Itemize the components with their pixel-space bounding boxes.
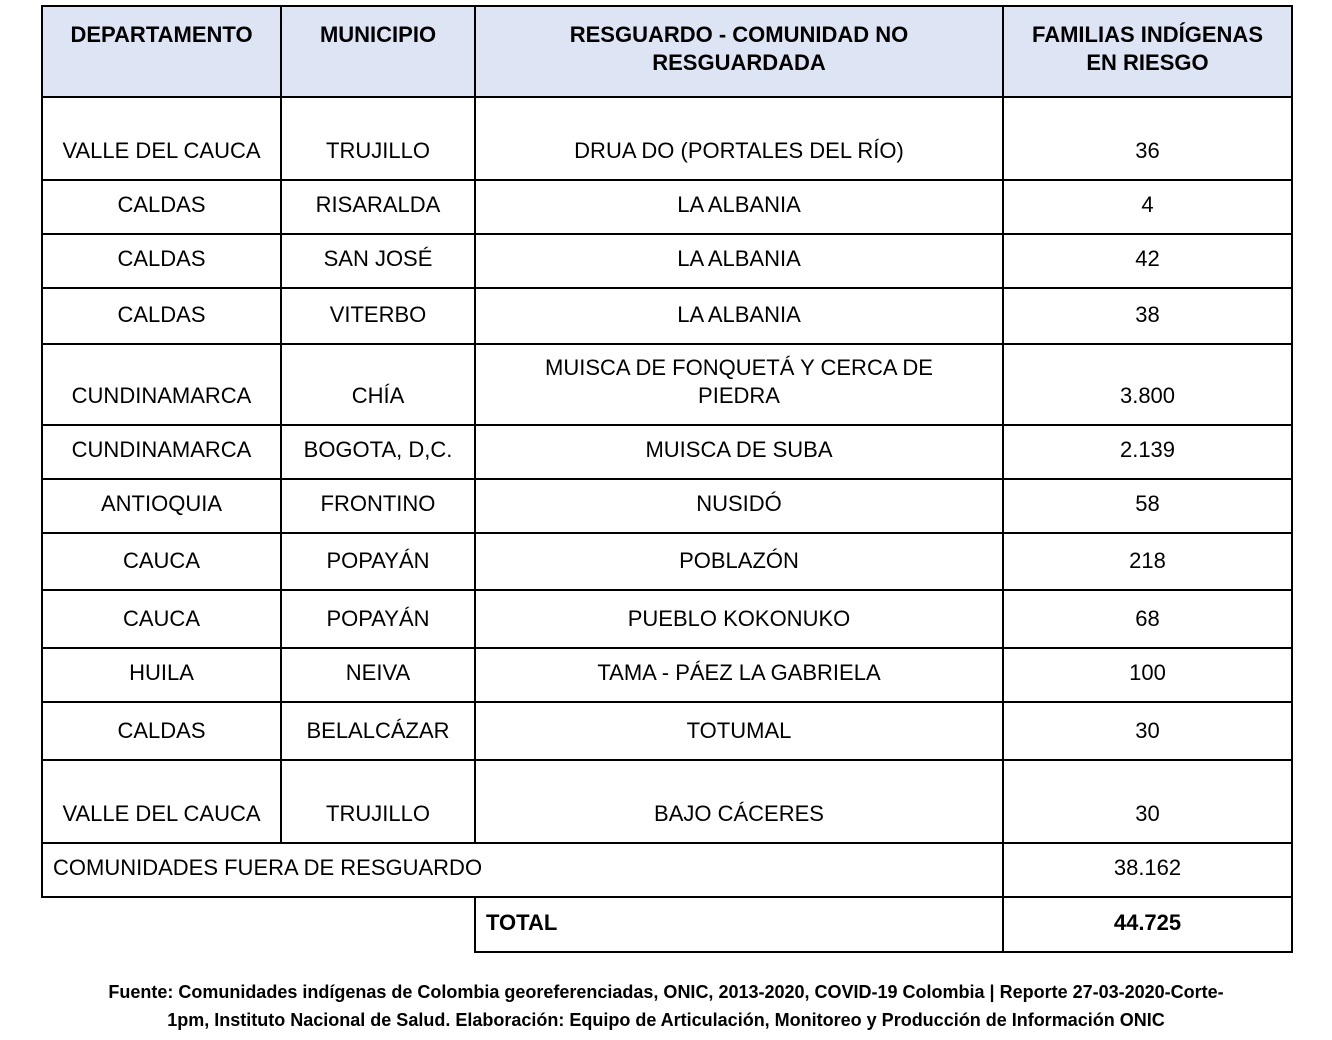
- familias-cell: 30: [1003, 702, 1292, 760]
- municipio-cell: SAN JOSÉ: [281, 234, 475, 288]
- municipio-cell: POPAYÁN: [281, 590, 475, 648]
- resguardo-cell: PUEBLO KOKONUKO: [475, 590, 1003, 648]
- resguardo-cell: MUISCA DE FONQUETÁ Y CERCA DE PIEDRA: [475, 344, 1003, 425]
- total-label: TOTAL: [475, 897, 1003, 952]
- familias-cell: 30: [1003, 760, 1292, 843]
- table-row: [42, 97, 1292, 180]
- table-row: [42, 760, 1292, 843]
- table-header-row: [42, 6, 1292, 97]
- resguardo-cell: BAJO CÁCERES: [475, 760, 1003, 843]
- municipio-cell: FRONTINO: [281, 479, 475, 533]
- resguardo-cell: LA ALBANIA: [475, 288, 1003, 344]
- footnote-line-2: 1pm, Instituto Nacional de Salud. Elaboración: Equipo de Articulación, Monitoreo y Producción de Información ONIC: [167, 1010, 1165, 1030]
- familias-cell: 58: [1003, 479, 1292, 533]
- table-row: [42, 344, 1292, 425]
- resguardo-cell: TOTUMAL: [475, 702, 1003, 760]
- familias-cell: 68: [1003, 590, 1292, 648]
- total-value: 44.725: [1003, 897, 1292, 952]
- table-row: [42, 702, 1292, 760]
- municipio-cell: BELALCÁZAR: [281, 702, 475, 760]
- source-footnote: [0, 978, 1332, 1034]
- total-row: [42, 897, 1292, 952]
- municipio-cell: TRUJILLO: [281, 760, 475, 843]
- departamento-cell: CAUCA: [42, 590, 281, 648]
- departamento-cell: CALDAS: [42, 180, 281, 234]
- header-municipio: MUNICIPIO: [281, 6, 475, 97]
- indigenous-families-table: [41, 5, 1293, 953]
- table-row: [42, 234, 1292, 288]
- familias-cell: 42: [1003, 234, 1292, 288]
- table-row: [42, 479, 1292, 533]
- resguardo-cell: DRUA DO (PORTALES DEL RÍO): [475, 97, 1003, 180]
- familias-cell: 2.139: [1003, 425, 1292, 479]
- familias-cell: 38: [1003, 288, 1292, 344]
- footnote-line-1: Fuente: Comunidades indígenas de Colombia georeferenciadas, ONIC, 2013-2020, COVID-19 Colombia | Reporte 27-03-2020-Corte-: [108, 982, 1224, 1002]
- outside-resguardo-value: 38.162: [1003, 843, 1292, 897]
- municipio-cell: RISARALDA: [281, 180, 475, 234]
- blank-cell: [42, 897, 475, 952]
- municipio-cell: VITERBO: [281, 288, 475, 344]
- header-familias: FAMILIAS INDÍGENAS EN RIESGO: [1003, 6, 1292, 97]
- familias-cell: 100: [1003, 648, 1292, 702]
- outside-resguardo-row: [42, 843, 1292, 897]
- resguardo-cell: POBLAZÓN: [475, 533, 1003, 590]
- resguardo-cell: LA ALBANIA: [475, 234, 1003, 288]
- municipio-cell: BOGOTA, D,C.: [281, 425, 475, 479]
- municipio-cell: TRUJILLO: [281, 97, 475, 180]
- header-departamento: DEPARTAMENTO: [42, 6, 281, 97]
- departamento-cell: CALDAS: [42, 234, 281, 288]
- outside-resguardo-label: COMUNIDADES FUERA DE RESGUARDO: [42, 843, 1003, 897]
- departamento-cell: CAUCA: [42, 533, 281, 590]
- table-row: [42, 425, 1292, 479]
- municipio-cell: NEIVA: [281, 648, 475, 702]
- table-row: [42, 533, 1292, 590]
- familias-cell: 3.800: [1003, 344, 1292, 425]
- resguardo-cell: NUSIDÓ: [475, 479, 1003, 533]
- departamento-cell: CALDAS: [42, 288, 281, 344]
- municipio-cell: CHÍA: [281, 344, 475, 425]
- table-row: [42, 288, 1292, 344]
- departamento-cell: VALLE DEL CAUCA: [42, 97, 281, 180]
- resguardo-cell: MUISCA DE SUBA: [475, 425, 1003, 479]
- familias-cell: 36: [1003, 97, 1292, 180]
- departamento-cell: ANTIOQUIA: [42, 479, 281, 533]
- table-row: [42, 648, 1292, 702]
- familias-cell: 218: [1003, 533, 1292, 590]
- familias-cell: 4: [1003, 180, 1292, 234]
- departamento-cell: HUILA: [42, 648, 281, 702]
- resguardo-cell: TAMA - PÁEZ LA GABRIELA: [475, 648, 1003, 702]
- departamento-cell: VALLE DEL CAUCA: [42, 760, 281, 843]
- departamento-cell: CALDAS: [42, 702, 281, 760]
- resguardo-cell: LA ALBANIA: [475, 180, 1003, 234]
- header-resguardo: RESGUARDO - COMUNIDAD NO RESGUARDADA: [475, 6, 1003, 97]
- table-row: [42, 590, 1292, 648]
- departamento-cell: CUNDINAMARCA: [42, 344, 281, 425]
- departamento-cell: CUNDINAMARCA: [42, 425, 281, 479]
- municipio-cell: POPAYÁN: [281, 533, 475, 590]
- table-row: [42, 180, 1292, 234]
